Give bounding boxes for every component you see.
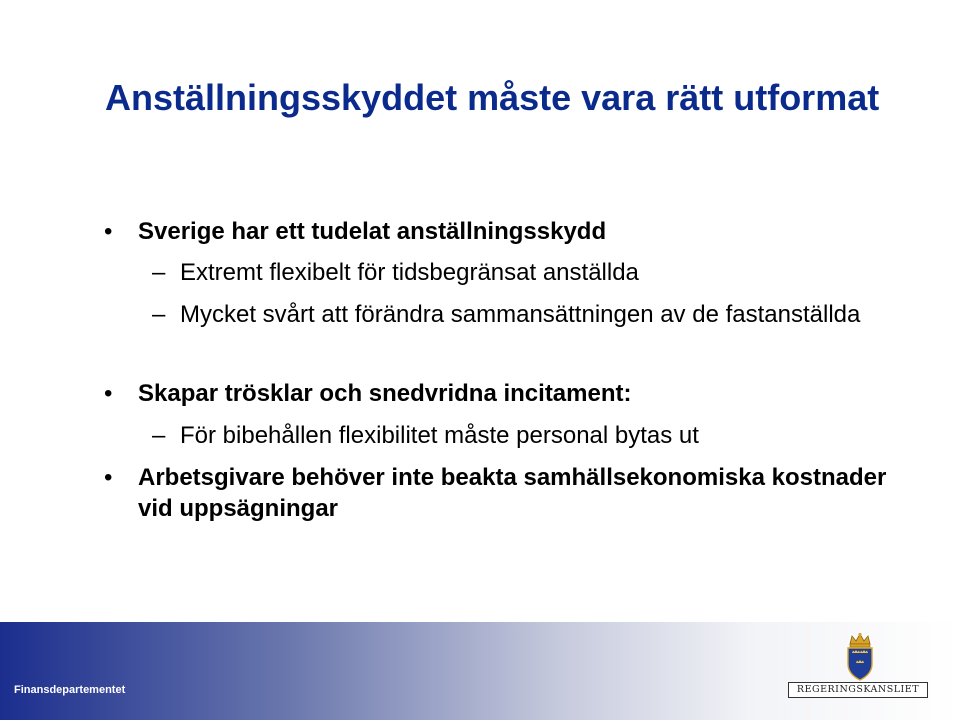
bullet-item: • Arbetsgivare behöver inte beakta samhällsekonomiska kostnader vid uppsägningar — [138, 462, 898, 524]
logo-wordmark: REGERINGSKANSLIET — [788, 682, 928, 698]
slide-title: Anställningsskyddet måste vara rätt utformat — [105, 77, 880, 118]
sub-bullet-item: – Mycket svårt att förändra sammansättningen av de fastanställda — [180, 298, 870, 332]
sub-bullet-item: – För bibehållen flexibilitet måste personal bytas ut — [180, 419, 870, 453]
sub-bullet-item: – Extremt flexibelt för tidsbegränsat anställda — [180, 256, 870, 290]
bullet-item: • Sverige har ett tudelat anställningsskydd — [138, 216, 898, 247]
crown-shield-icon — [838, 632, 882, 682]
bullet-item: • Skapar trösklar och snedvridna incitament: — [138, 378, 898, 409]
department-label: Finansdepartementet — [14, 684, 126, 696]
regeringskansliet-logo — [788, 632, 932, 702]
